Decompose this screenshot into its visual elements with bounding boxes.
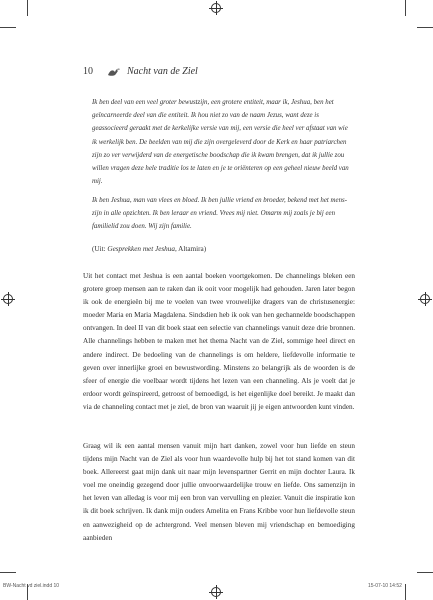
crop-mark-bottom-right xyxy=(405,584,406,600)
crop-mark-top-right-h xyxy=(417,27,433,28)
print-slug-filename: BW-Nacht vd ziel.indd 10 xyxy=(3,583,60,589)
registration-target-left-icon xyxy=(3,294,13,304)
crop-mark-top-right xyxy=(405,0,406,16)
quote-source xyxy=(92,245,206,253)
quote-paragraph-2: Ik ben Jeshua, man van vlees en bloed. Ik ben jullie vriend en broeder, bekend met het mens-zijn in alle opzichten. Ik ben leraar en vriend. Vrees mij niet. Omarm mij zoals je bij een familielid zou doen. Wij zijn familie. xyxy=(92,197,347,231)
registration-target-right-icon xyxy=(420,294,430,304)
body-paragraph-2: Graag wil ik een aantal mensen vanuit mijn hart danken, zowel voor hun liefde en steun tijdens mijn Nacht van de Ziel als voor hun waardevolle hulp bij het tot stand komen van dit boek. Allereerst gaat mijn dank uit naar mijn levenspartner Gerrit en mijn dochter Laura. Ik voel me oneindig gezegend door jullie onvoorwaardelijke trouw en liefde. Ons samenzijn in het leven van alledag is voor mij een bron van vervulling en plezier. Vanuit die inspiratie kon ik dit boek schrijven. Ik dank mijn ouders Amelita en Frans Kribbe voor hun liefdevolle steun en aanwezigheid op de achtergrond. Veel mensen bleven mij vriendschap en bemoediging aanbieden xyxy=(83,442,355,542)
quote-source-title: Gesprekken met Jeshua xyxy=(107,245,175,253)
bird-logo-icon xyxy=(107,67,121,77)
quote-source-prefix: (Uit: xyxy=(92,245,108,253)
quote-paragraph-1: Ik ben deel van een veel groter bewustzijn, een grotere entiteit, maar ik, Jeshua, ben het geïncarneerde deel van die entiteit. Ik hou niet zo van de naam Jezus, want deze is geassocieerd geraakt met de kerkelijke versie van mij, een versie die heel ver afstaat van wie ik werkelijk ben. De beelden van mij die zijn overgeleverd door de Kerk en haar patriarchen zijn zo ver verwijderd van de energetische boodschap die ik kwam brengen, dat ik jullie zou willen vragen deze hele traditie los te laten en je te oriënteren op een geheel nieuw beeld van mij. xyxy=(92,99,349,186)
crop-mark-bottom-right-h xyxy=(417,572,433,573)
print-slug-timestamp: 15-07-10 14:52 xyxy=(368,583,402,589)
crop-mark-bottom-left-h xyxy=(0,572,16,573)
registration-target-top-icon xyxy=(211,3,221,13)
quote-source-suffix: , Altamira) xyxy=(174,245,207,253)
running-header xyxy=(83,66,198,77)
crop-mark-top-left-h xyxy=(0,27,16,28)
page-number: 10 xyxy=(83,66,93,77)
book-title: Nacht van de Ziel xyxy=(127,66,198,77)
registration-target-bottom-icon xyxy=(211,587,221,597)
crop-mark-top-left xyxy=(27,0,28,16)
body-paragraph-1: Uit het contact met Jeshua is een aantal boeken voortgekomen. De channelings bleken een grotere groep mensen aan te raken dan ik ooit voor mogelijk had gehouden. Jaren later begon ik ook de energieën bij me te voelen van twee vrouwelijke dragers van de christusenergie: moeder Maria en Maria Magdalena. Sindsdien heb ik ook van hen gechannelde boodschappen ontvangen. In deel II van dit boek staat een selectie van channelings vanuit deze drie bronnen. Alle channelings hebben te maken met het thema Nacht van de Ziel, sommige heel direct en andere indirect. De bedoeling van de channelings is om heldere, liefdevolle informatie te geven over innerlijke groei en bewustwording. Minstens zo belangrijk als de woorden is de sfeer of energie die voelbaar wordt tijdens het lezen van een channeling. Als je voelt dat je erdoor wordt geïnspireerd, getroost of bemoedigd, is het eigenlijke doel bereikt. Je maakt dan via de channeling contact met je ziel, de bron van waaruit jij je eigen antwoorden kunt vinden. xyxy=(83,272,355,411)
